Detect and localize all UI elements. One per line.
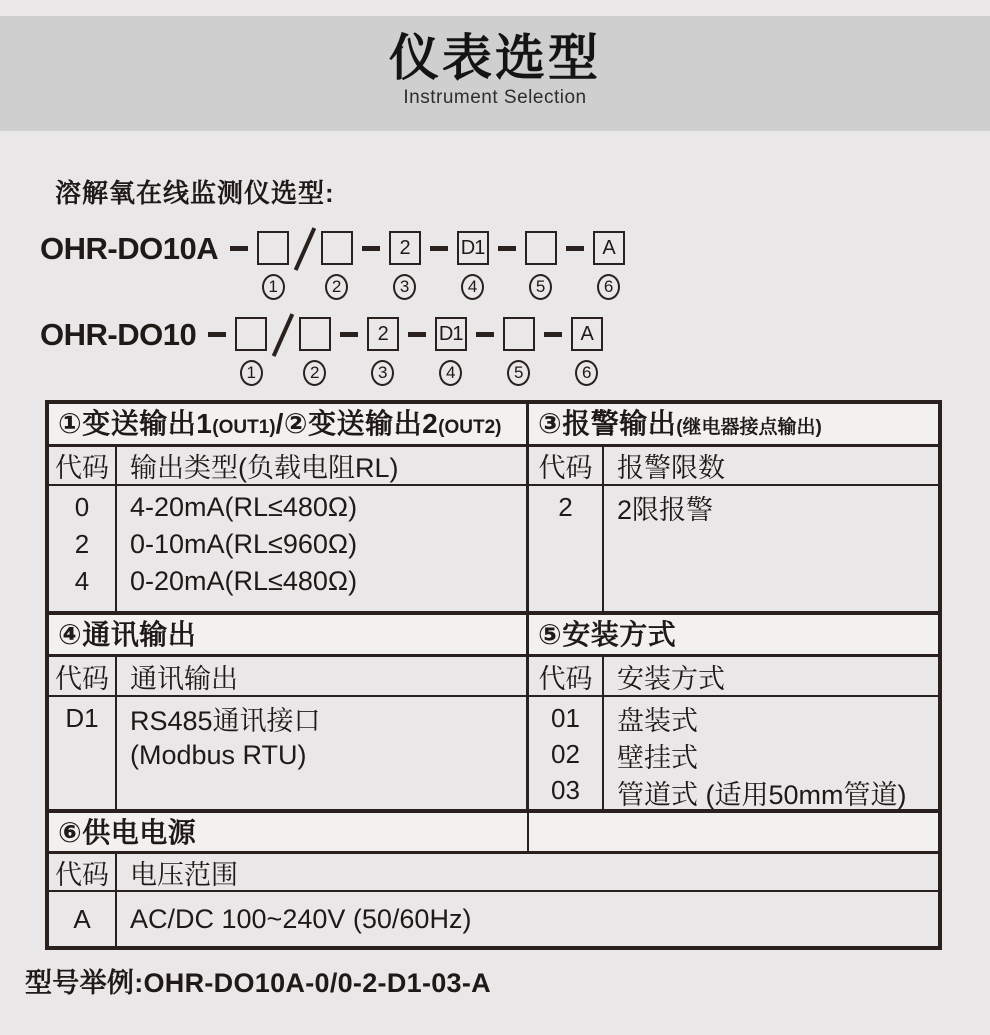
code-box: A [571,317,603,351]
model-slot-1 [235,317,267,386]
position-number-icon: 5 [529,274,552,300]
slash-separator [294,227,316,270]
code-value: 01 [551,702,580,733]
model-code-diagram-do10 [40,317,990,386]
description-value: 4-20mA(RL≤480Ω) [130,492,358,522]
model-slot-4 [457,231,489,300]
section2-right-codes [529,697,604,813]
code-box: D1 [435,317,467,351]
banner [0,16,990,131]
code-value: 2 [74,529,90,559]
page-subtitle: Instrument Selection [403,87,587,108]
selection-table [45,400,942,950]
section1-right-codes [529,486,604,615]
description-value: 0-20mA(RL≤480Ω) [130,566,358,596]
model-slot-2 [321,231,353,300]
model-slot-5 [525,231,557,300]
position-number-icon: 6 [597,274,620,300]
section1-left-descriptions [117,486,529,615]
column-header-comm-output: 通讯输出 [117,657,529,697]
model-code-diagram-do10a [40,231,990,300]
model-slot-3 [389,231,421,300]
position-number-icon: 2 [325,274,348,300]
code-box [525,231,557,265]
header-subtext: (OUT2) [438,417,502,438]
position-number-icon: 5 [507,360,530,386]
code-box [235,317,267,351]
description-value: (Modbus RTU) [130,740,307,770]
model-name: OHR-DO10A [40,231,219,266]
dash-separator [498,246,516,251]
description-value: 2限报警 [617,495,714,525]
header-text: ⑤安装方式 [538,619,677,650]
header-subtext: (OUT1) [212,417,276,438]
model-slot-2 [299,317,331,386]
section1-left-codes [49,486,117,615]
header-text: ①变送输出1 [58,408,213,439]
code-value: 0 [74,492,90,522]
header-text: /②变送输出2 [275,408,439,439]
code-value: A [49,892,117,946]
model-slot-6 [571,317,603,386]
dash-separator [362,246,380,251]
section3-header-empty-cell [529,813,938,854]
section1-right-descriptions [604,486,938,615]
dash-separator [340,332,358,337]
description-value: AC/DC 100~240V (50/60Hz) [130,903,472,934]
model-slot-5 [503,317,535,386]
position-number-icon: 3 [371,360,394,386]
code-box: D1 [457,231,489,265]
column-header-code: 代码 [529,657,604,697]
header-text: ④通讯输出 [58,619,197,650]
code-value: 4 [74,566,90,596]
dash-separator [430,246,448,251]
section1-right-header [529,404,938,447]
code-box: 2 [367,317,399,351]
section2-right-descriptions [604,697,938,813]
position-number-icon: 3 [393,274,416,300]
header-subtext: (继电器接点输出) [676,417,822,438]
model-slot-4 [435,317,467,386]
code-box [503,317,535,351]
position-number-icon: 1 [240,360,263,386]
dash-separator [566,246,584,251]
code-box: 2 [389,231,421,265]
section1-left-header [49,404,529,447]
code-value: 2 [558,492,573,522]
model-name: OHR-DO10 [40,317,197,352]
column-header-alarm-limits: 报警限数 [604,447,938,486]
code-box [321,231,353,265]
dash-separator [408,332,426,337]
description-value: 壁挂式 [617,743,698,773]
description-value: 0-10mA(RL≤960Ω) [130,529,358,559]
header-text: ⑥供电电源 [58,817,197,848]
model-slot-3 [367,317,399,386]
position-number-icon: 4 [439,360,462,386]
section2-left-codes [49,697,117,813]
section2-left-descriptions [117,697,529,813]
column-header-mounting: 安装方式 [604,657,938,697]
section3-left-header [49,813,529,854]
position-number-icon: 6 [575,360,598,386]
slash-separator [272,313,294,356]
code-value: 02 [551,738,580,769]
code-box [299,317,331,351]
code-box: A [593,231,625,265]
position-number-icon: 4 [461,274,484,300]
code-box [257,231,289,265]
description-value: 盘装式 [617,706,698,736]
model-slot-1 [257,231,289,300]
column-header-code: 代码 [49,447,117,486]
dash-separator [544,332,562,337]
code-value: D1 [65,703,99,733]
dash-separator [476,332,494,337]
column-header-code: 代码 [49,854,117,892]
model-slot-6 [593,231,625,300]
code-value: 03 [551,775,580,806]
section2-left-header [49,615,529,657]
dash-separator [230,246,248,251]
column-header-voltage-range: 电压范围 [117,854,938,892]
header-text: ③报警输出 [538,408,677,439]
description-value: RS485通讯接口 [130,706,321,736]
content [0,173,990,950]
column-header-code: 代码 [529,447,604,486]
selection-heading: 溶解氧在线监测仪选型: [55,178,335,208]
page-title: 仪表选型 [389,30,601,86]
description-value: 管道式 (适用50mm管道) [617,780,907,810]
model-example: 型号举例:OHR-DO10A-0/0-2-D1-03-A [25,968,491,998]
column-header-output-type: 输出类型(负载电阻RL) [117,447,529,486]
section2-right-header [529,615,938,657]
position-number-icon: 2 [303,360,326,386]
dash-separator [208,332,226,337]
column-header-code: 代码 [49,657,117,697]
position-number-icon: 1 [262,274,285,300]
